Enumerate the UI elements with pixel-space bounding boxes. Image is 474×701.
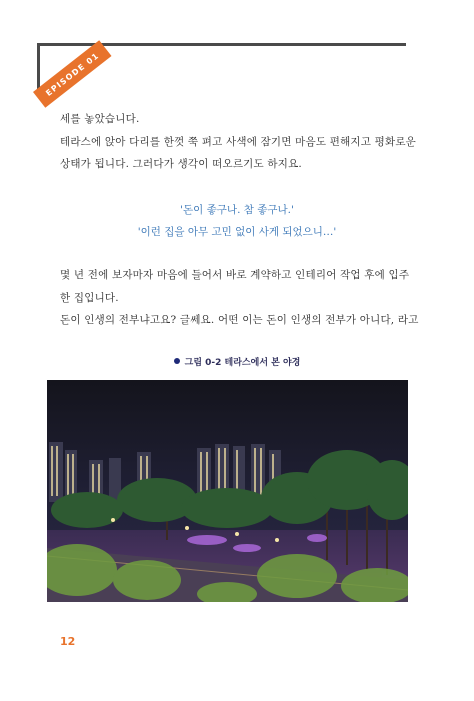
episode-ribbon — [33, 40, 112, 107]
night-view-photo — [47, 380, 408, 602]
quote-block — [0, 199, 474, 243]
bullet-icon — [174, 358, 180, 364]
text-line: 테라스에 앉아 다리를 한껏 쭉 펴고 사색에 잠기면 마음도 편해지고 평화로운 — [60, 135, 417, 148]
text-line: 돈이 인생의 전부냐고요? 글쎄요. 어떤 이는 돈이 인생의 전부가 아니다, 라고 — [60, 314, 419, 326]
text-line: 몇 년 전에 보자마자 마음에 들어서 바로 계약하고 인테리어 작업 후에 입주 — [60, 269, 410, 281]
text-line: 한 집입니다. — [60, 291, 119, 304]
caption-text: 그림 0-2 테라스에서 본 야경 — [184, 358, 301, 368]
page-number: 12 — [60, 635, 76, 648]
quote-line: '돈이 좋구나. 참 좋구나.' — [180, 204, 294, 216]
text-line: 상태가 됩니다. 그러다가 생각이 떠오르기도 하지요. — [60, 158, 302, 170]
night-view-illustration — [47, 380, 408, 602]
paragraph-2 — [60, 264, 420, 332]
quote-line: '이런 집을 아무 고민 없이 사게 되었으니…' — [137, 226, 337, 238]
text-line: 세를 놓았습니다. — [60, 113, 140, 125]
figure-caption — [0, 355, 474, 368]
episode-label: EPISODE 01 — [43, 50, 101, 98]
paragraph-1 — [60, 108, 420, 176]
